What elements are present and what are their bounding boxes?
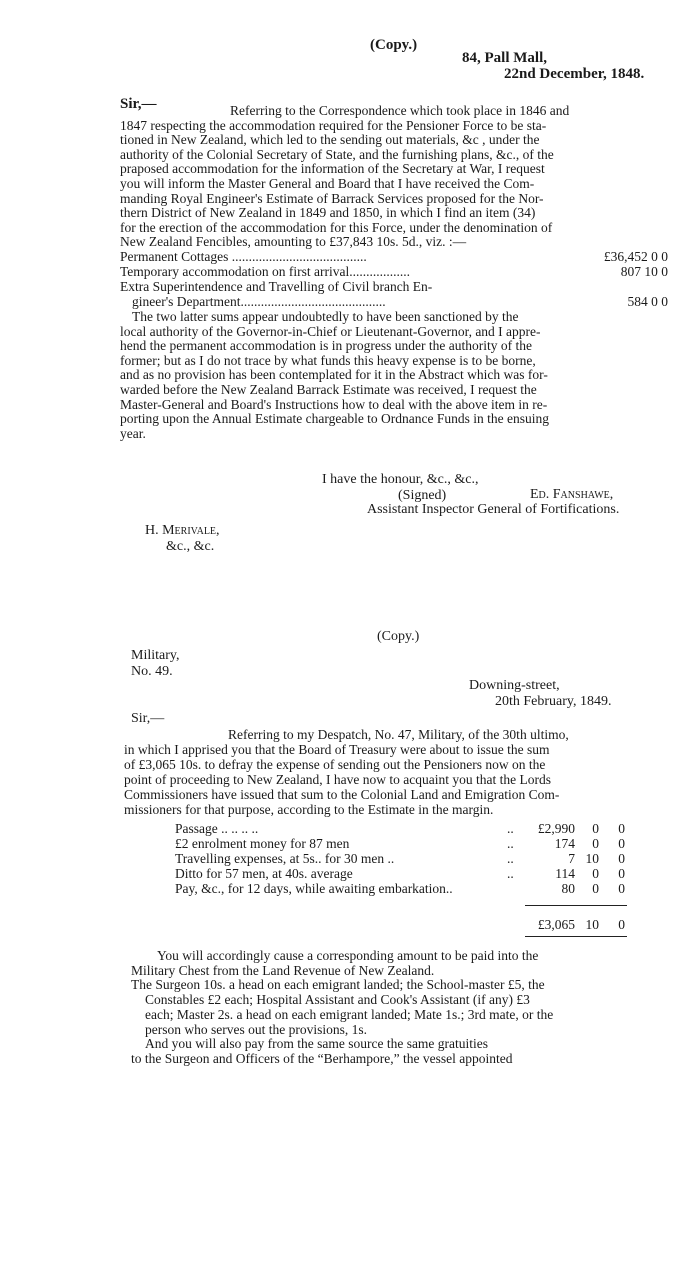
body-line: praposed accommodation for the information of the Secretary at War, I request: [120, 162, 545, 177]
body-line: Commissioners have issued that sum to the Colonial Land and Emigration Com-: [124, 787, 560, 802]
body-line: The Surgeon 10s. a head on each emigrant landed; the School-master £5, the: [131, 978, 545, 993]
letter-date: 20th February, 1849.: [495, 694, 612, 709]
total-pence: 0: [618, 917, 625, 932]
copy-label: (Copy.): [370, 37, 418, 53]
estimate-shillings: 0: [592, 836, 599, 851]
signer-name: Ed. Fanshawe,: [530, 487, 614, 502]
item-amount: 584 0 0: [627, 294, 668, 309]
estimate-pounds: 7: [568, 851, 575, 866]
estimate-pence: 0: [618, 851, 625, 866]
sender-address: 84, Pall Mall,: [462, 50, 547, 66]
item-row: [120, 280, 668, 295]
estimate-shillings: 10: [585, 851, 599, 866]
estimate-pence: 0: [618, 881, 625, 896]
body-line: in which I apprised you that the Board of Treasury were about to issue the sum: [124, 742, 550, 757]
body-line: authority of the Colonial Secretary of State, and the furnishing plans, &c., of the: [120, 147, 554, 162]
estimate-row: [175, 882, 625, 896]
item-label: gineer's Department...........................................: [132, 294, 386, 309]
body-line: New Zealand Fencibles, amounting to £37,843 10s. 5d., viz. :—: [120, 235, 467, 250]
estimate-pounds: 80: [561, 881, 575, 896]
body-line: to the Surgeon and Officers of the “Berhampore,” the vessel appointed: [131, 1051, 513, 1066]
body-line: The two latter sums appear undoubtedly to have been sanctioned by the: [132, 310, 519, 324]
body-line: tioned in New Zealand, which led to the sending out materials, &c , under the: [120, 133, 540, 148]
body-line: Referring to the Correspondence which took place in 1846 and: [230, 104, 570, 118]
estimate-pence: 0: [618, 821, 625, 836]
letter-body: [124, 727, 666, 817]
body-line: manding Royal Engineer's Estimate of Barrack Services proposed for the Nor-: [120, 191, 544, 206]
estimate-pounds: £2,990: [537, 821, 575, 836]
body-line: hend the permanent accommodation is in progress under the authority of the: [120, 339, 533, 354]
estimate-dots: ..: [507, 836, 514, 851]
item-label: Extra Superintendence and Travelling of Civil branch En-: [120, 279, 433, 294]
item-label: Temporary accommodation on first arrival..................: [120, 264, 410, 279]
estimate-dots: ..: [507, 866, 514, 881]
salutation: Sir,—: [120, 96, 157, 112]
total-rule-bottom: [525, 936, 627, 937]
copy-label: (Copy.): [377, 629, 420, 644]
body-line: of £3,065 10s. to defray the expense of sending out the Pensioners now on the: [124, 757, 546, 772]
estimate-pounds: 114: [555, 866, 575, 881]
item-label: Permanent Cottages ........................................: [120, 249, 367, 264]
estimate-row: [175, 822, 625, 836]
body-line: point of proceeding to New Zealand, I have now to acquaint you that the Lords: [124, 772, 551, 787]
letter-date: 22nd December, 1848.: [504, 66, 645, 82]
estimate-dots: ..: [507, 821, 514, 836]
margin-number: No. 49.: [131, 664, 173, 679]
body-line: 1847 respecting the accommodation required for the Pensioner Force to be sta-: [120, 118, 547, 133]
body-line: and as no provision has been contemplated for it in the Abstract which was for-: [120, 368, 548, 383]
estimate-label: Passage .. .. .. ..: [175, 821, 259, 836]
estimate-shillings: 0: [592, 866, 599, 881]
estimate-total-row: [175, 918, 625, 932]
estimate-label: Pay, &c., for 12 days, while awaiting embarkation..: [175, 881, 453, 896]
estimate-shillings: 0: [592, 881, 599, 896]
estimate-pence: 0: [618, 836, 625, 851]
total-rule-top: [525, 905, 627, 906]
body-line: Military Chest from the Land Revenue of New Zealand.: [131, 963, 435, 978]
item-row: [120, 250, 668, 265]
body-line: thern District of New Zealand in 1849 and 1850, in which I find an item (34): [120, 206, 536, 221]
estimate-pence: 0: [618, 866, 625, 881]
body-line: You will accordingly cause a corresponding amount to be paid into the: [157, 949, 539, 963]
total-shillings: 10: [585, 917, 599, 932]
body-line: you will inform the Master General and Board that I have received the Com-: [120, 176, 535, 191]
sender-address: Downing-street,: [469, 678, 560, 693]
body-line: Constables £2 each; Hospital Assistant and Cook's Assistant (if any) £3: [145, 993, 530, 1008]
total-pounds: £3,065: [537, 917, 575, 932]
body-line: Master-General and Board's Instructions how to deal with the above item in re-: [120, 397, 548, 412]
letter-body: [120, 104, 668, 250]
body-line: warded before the New Zealand Barrack Estimate was received, I request the: [120, 382, 537, 397]
margin-label: Military,: [131, 648, 180, 663]
body-line: for the erection of the accommodation for this Force, under the denomination of: [120, 220, 553, 235]
body-line: And you will also pay from the same source the same gratuities: [145, 1037, 489, 1052]
item-amount: 807 10 0: [620, 264, 668, 279]
estimate-row: [175, 837, 625, 851]
signed-label: (Signed): [398, 488, 447, 503]
estimate-row: [175, 852, 625, 866]
estimate-label: Ditto for 57 men, at 40s. average: [175, 866, 353, 881]
estimate-shillings: 0: [592, 821, 599, 836]
body-line: year.: [120, 426, 146, 441]
estimate-label: £2 enrolment money for 87 men: [175, 836, 350, 851]
salutation: Sir,—: [131, 711, 165, 726]
estimate-dots: ..: [507, 851, 514, 866]
addressee-etc: &c., &c.: [166, 539, 215, 554]
letter-body-continued: [131, 949, 666, 1067]
body-line: former; but as I do not trace by what funds this heavy expense is to be borne,: [120, 353, 536, 368]
estimate-row: [175, 867, 625, 881]
letter-body-continued: [120, 310, 668, 441]
addressee-name: H. Merivale,: [145, 523, 220, 538]
closing-line: I have the honour, &c., &c.,: [322, 472, 479, 487]
body-line: porting upon the Annual Estimate chargeable to Ordnance Funds in the ensuing: [120, 412, 550, 427]
estimate-label: Travelling expenses, at 5s.. for 30 men ..: [175, 851, 395, 866]
body-line: missioners for that purpose, according to the Estimate in the margin.: [124, 802, 494, 817]
item-amount: £36,452 0 0: [603, 249, 668, 264]
body-line: each; Master 2s. a head on each emigrant landed; Mate 1s.; 3rd mate, or the: [145, 1007, 554, 1022]
estimate-pounds: 174: [554, 836, 575, 851]
body-line: Referring to my Despatch, No. 47, Military, of the 30th ultimo,: [228, 727, 569, 742]
body-line: person who serves out the provisions, 1s.: [145, 1022, 367, 1037]
item-row: [120, 265, 668, 280]
item-row: [120, 295, 668, 310]
signer-title: Assistant Inspector General of Fortifications.: [367, 502, 620, 517]
body-line: local authority of the Governor-in-Chief or Lieutenant-Governor, and I appre-: [120, 324, 541, 339]
